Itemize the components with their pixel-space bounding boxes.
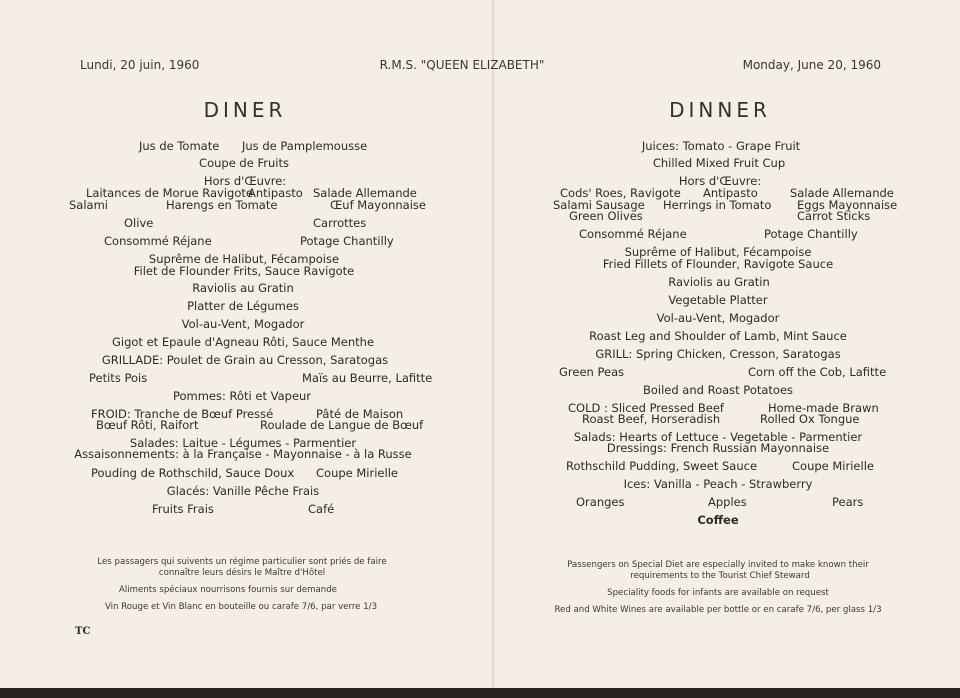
fr-cold: FROID: Tranche de Bœuf Pressé — [91, 407, 274, 421]
fr-cold: Bœuf Rôti, Raifort — [96, 418, 199, 432]
en-fruit: Oranges — [576, 495, 625, 509]
fr-hors-item: Laitances de Morue Ravigote — [86, 186, 253, 200]
fr-ravioli: Raviolis au Gratin — [192, 281, 294, 295]
en-cold: COLD : Sliced Pressed Beef — [568, 401, 724, 415]
tc-code: TC — [75, 626, 91, 637]
en-note: Red and White Wines are available per bottle or en carafe 7/6, per glass 1/3 — [554, 605, 882, 615]
en-hors-item: Eggs Mayonnaise — [797, 198, 898, 212]
fr-juice-grapefruit: Jus de Pamplemousse — [242, 139, 368, 153]
en-hors-item: Salade Allemande — [790, 186, 894, 200]
en-hors-item: Green Olives — [569, 209, 643, 223]
fr-hors-item: Salade Allemande — [313, 186, 417, 200]
en-cold: Roast Beef, Horseradish — [582, 412, 721, 426]
en-hors-heading: Hors d'Œuvre: — [678, 174, 762, 188]
fr-note: Vin Rouge et Vin Blanc en bouteille ou carafe 7/6, par verre 1/3 — [104, 602, 378, 612]
fr-salads: Salades: Laitue - Légumes - Parmentier — [129, 436, 357, 450]
en-vegetable: Green Peas — [559, 365, 625, 379]
en-potatoes: Boiled and Roast Potatoes — [642, 383, 794, 397]
en-soup: Consommé Réjane — [579, 227, 687, 241]
fr-hors-item: Antipasto — [248, 186, 303, 200]
fr-vegetable: Petits Pois — [89, 371, 148, 385]
en-note: Speciality foods for infants are available on request — [607, 588, 829, 598]
en-ices: Ices: Vanilla - Peach - Strawberry — [623, 477, 813, 491]
english-title: DINNER — [669, 98, 771, 122]
fr-lamb: Gigot et Epaule d'Agneau Rôti, Sauce Menthe — [111, 335, 375, 349]
center-fold — [492, 0, 494, 698]
en-hors-item: Salami Sausage — [553, 198, 645, 212]
fr-note: connaître leurs désirs le Maître d'Hôtel — [158, 568, 326, 578]
header-date-english: Monday, June 20, 1960 — [742, 58, 881, 72]
en-fruit: Pears — [832, 495, 864, 509]
fr-ices: Glacés: Vanille Pêche Frais — [166, 484, 320, 498]
fr-cold: Pâté de Maison — [316, 407, 404, 421]
fr-fruit: Fruits Frais — [152, 502, 214, 516]
fr-vegetable: Maïs au Beurre, Lafitte — [302, 371, 433, 385]
fr-vol-au-vent: Vol-au-Vent, Mogador — [181, 317, 305, 331]
fr-soup: Potage Chantilly — [300, 234, 394, 248]
fr-potatoes: Pommes: Rôti et Vapeur — [172, 389, 312, 403]
header-ship-name: R.M.S. "QUEEN ELIZABETH" — [379, 58, 545, 72]
en-cold: Rolled Ox Tongue — [760, 412, 860, 426]
en-ravioli: Raviolis au Gratin — [668, 275, 770, 289]
en-vegetable-platter: Vegetable Platter — [668, 293, 768, 307]
en-note: requirements to the Tourist Chief Steward — [630, 571, 810, 581]
fr-note: Aliments spéciaux nourrisons fournis sur demande — [119, 585, 337, 595]
en-coffee: Coffee — [697, 513, 739, 527]
en-grill: GRILL: Spring Chicken, Cresson, Saratogas — [595, 347, 841, 361]
scan-edge — [0, 688, 960, 698]
fr-pudding: Coupe Mirielle — [316, 466, 398, 480]
fr-coffee: Café — [308, 502, 335, 516]
fr-grill: GRILLADE: Poulet de Grain au Cresson, Saratogas — [101, 353, 389, 367]
fr-hors-item: Œuf Mayonnaise — [330, 198, 426, 212]
header-date-french: Lundi, 20 juin, 1960 — [80, 58, 200, 72]
fr-hors-item: Olive — [124, 216, 154, 230]
fr-hors-item: Harengs en Tomate — [166, 198, 278, 212]
en-fish: Fried Fillets of Flounder, Ravigote Sauce — [602, 257, 834, 271]
fr-fish: Filet de Flounder Frits, Sauce Ravigote — [133, 264, 355, 278]
en-fish: Suprême of Halibut, Fécampoise — [624, 245, 812, 259]
en-pudding: Rothschild Pudding, Sweet Sauce — [566, 459, 758, 473]
en-salads: Salads: Hearts of Lettuce - Vegetable - Parmentier — [573, 430, 863, 444]
fr-soup: Consommé Réjane — [104, 234, 212, 248]
en-note: Passengers on Special Diet are especially invited to make known their — [567, 560, 869, 570]
fr-juice-tomato: Jus de Tomate — [139, 139, 220, 153]
fr-dressings: Assaisonnements: à la Française - Mayonnaise - à la Russe — [74, 447, 412, 461]
en-juices: Juices: Tomato - Grape Fruit — [641, 139, 801, 153]
en-fruit-cup: Chilled Mixed Fruit Cup — [652, 156, 786, 170]
en-soup: Potage Chantilly — [764, 227, 858, 241]
fr-note: Les passagers qui suivents un régime particulier sont priés de faire — [97, 557, 387, 567]
fr-fish: Suprême de Halibut, Fécampoise — [148, 252, 340, 266]
fr-hors-item: Carrottes — [313, 216, 367, 230]
en-lamb: Roast Leg and Shoulder of Lamb, Mint Sauce — [589, 329, 847, 343]
fr-fruit-cup: Coupe de Fruits — [199, 156, 289, 170]
en-vegetable: Corn off the Cob, Lafitte — [748, 365, 887, 379]
en-vol-au-vent: Vol-au-Vent, Mogador — [656, 311, 780, 325]
fr-cold: Roulade de Langue de Bœuf — [260, 418, 424, 432]
en-hors-item: Cods' Roes, Ravigote — [560, 186, 681, 200]
en-hors-item: Herrings in Tomato — [663, 198, 772, 212]
fr-pudding: Pouding de Rothschild, Sauce Doux — [91, 466, 295, 480]
en-hors-item: Carrot Sticks — [797, 209, 871, 223]
en-hors-item: Antipasto — [703, 186, 758, 200]
french-title: DINER — [203, 98, 287, 122]
en-dressings: Dressings: French Russian Mayonnaise — [606, 441, 830, 455]
en-fruit: Apples — [708, 495, 747, 509]
fr-vegetable-platter: Platter de Légumes — [187, 299, 299, 313]
en-pudding: Coupe Mirielle — [792, 459, 874, 473]
fr-hors-heading: Hors d'Œuvre: — [203, 174, 287, 188]
fr-hors-item: Salami — [69, 198, 108, 212]
en-cold: Home-made Brawn — [768, 401, 879, 415]
